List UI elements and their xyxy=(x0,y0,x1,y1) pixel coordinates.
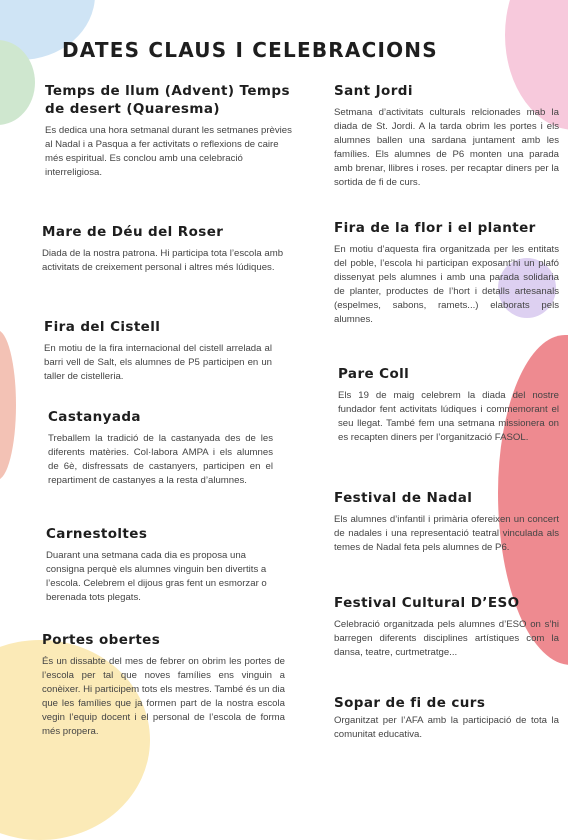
section-fira-de-la-flor xyxy=(334,219,559,327)
section-heading: Sopar de fi de curs xyxy=(334,695,486,711)
section-heading: Temps de llum (Advent) Temps de desert (Quaresma) xyxy=(45,83,290,117)
section-heading: Castanyada xyxy=(48,409,141,425)
section-portes-obertes xyxy=(42,631,285,739)
section-text: Duarant una setmana cada dia es proposa una consigna perquè els alumnes vinguin ben divertits a l’escola. Celebrem el dijous gras fent un esmorzar o berenada tots plegats. xyxy=(46,550,267,603)
section-text: És un dissabte del mes de febrer on obrim les portes de l’escola per tal que noves famílies ens vinguin a conèixer. Hi participem tots els mestres. També és un dia que les famílies que ja formen part de la nostra escola vegin l’equip docent i el personal de l’escola de forma més propera. xyxy=(42,656,285,737)
section-sopar-fi-de-curs xyxy=(334,694,559,742)
section-heading: Mare de Déu del Roser xyxy=(42,224,224,240)
section-heading: Festival Cultural D’ESO xyxy=(334,595,520,611)
section-festival-de-nadal xyxy=(334,489,559,555)
section-text: Celebració organitzada pels alumnes d’ESO on s’hi barregen diferents disciplines artístiques com la dansa, teatre, curtmetratge... xyxy=(334,619,559,658)
section-heading: Sant Jordi xyxy=(334,83,413,99)
section-heading: Pare Coll xyxy=(338,366,410,382)
section-text: Organitzat per l’AFA amb la participació de tota la comunitat educativa. xyxy=(334,715,559,740)
section-festival-cultural-eso xyxy=(334,594,559,660)
section-text: Diada de la nostra patrona. Hi participa tota l’escola amb activitats de creixement personal i altres més lúdiques. xyxy=(42,248,284,273)
section-sant-jordi xyxy=(334,82,559,190)
section-text: Es dedica una hora setmanal durant les setmanes prèvies al Nadal i a Pasqua a fer activitats o reflexions de caire més espiritual. Es conclou amb una celebració interreligiosa. xyxy=(45,125,292,178)
section-text: En motiu de la fira internacional del cistell arrelada al barri vell de Salt, els alumnes de P5 participen en un taller de cistelleria. xyxy=(44,343,272,382)
section-fira-del-cistell xyxy=(44,318,272,384)
section-text: Setmana d’activitats culturals relcionades mab la diada de St. Jordi. A la tarda obrim les portes i els alumnes ballen una sardana juntament amb les famílies. Els alumnes de P6 monten una parada amb brenar, llibres i roses. per recaptar diners per la sortida de fi de curs. xyxy=(334,107,559,188)
section-text: Els 19 de maig celebrem la diada del nostre fundador fent activitats lúdiques i commemorant el seu llegat. També fem una setmana missionera on es recapten diners per l’organització FASOL. xyxy=(338,390,559,443)
section-text: Treballem la tradició de la castanyada des de les diferents matèries. Col·labora AMPA i els alumnes de 6è, disfressats de castanyers, participen en el repartiment de castanyes a la resta d’alumnes. xyxy=(48,433,273,486)
section-text: Els alumnes d’infantil i primària ofereixen un concert de nadales i una representació teatral vinculada als temes de Nadal feta pels alumnes de P6. xyxy=(334,514,559,553)
section-heading: Carnestoltes xyxy=(46,526,148,542)
section-castanyada xyxy=(48,408,273,488)
section-pare-coll xyxy=(338,365,559,445)
section-advent-quaresma xyxy=(45,82,295,180)
page-title: DATES CLAUS I CELEBRACIONS xyxy=(62,38,438,62)
section-mare-de-deu-del-roser xyxy=(42,223,287,275)
section-heading: Fira del Cistell xyxy=(44,319,161,335)
section-heading: Fira de la flor i el planter xyxy=(334,220,536,236)
section-heading: Festival de Nadal xyxy=(334,490,473,506)
section-heading: Portes obertes xyxy=(42,632,161,648)
salmon-blob-decoration xyxy=(0,330,16,480)
section-carnestoltes xyxy=(46,525,274,605)
section-text: En motiu d’aquesta fira organitzada per les entitats del poble, l’escola hi participan exposant’hi un plafó dissenyat pels alumnes i amb una parada solidaria de planter, productes de l’hort i detalls artesanals (espelmes, sabons, ramets...) elaborats pels alumnes. xyxy=(334,244,559,325)
